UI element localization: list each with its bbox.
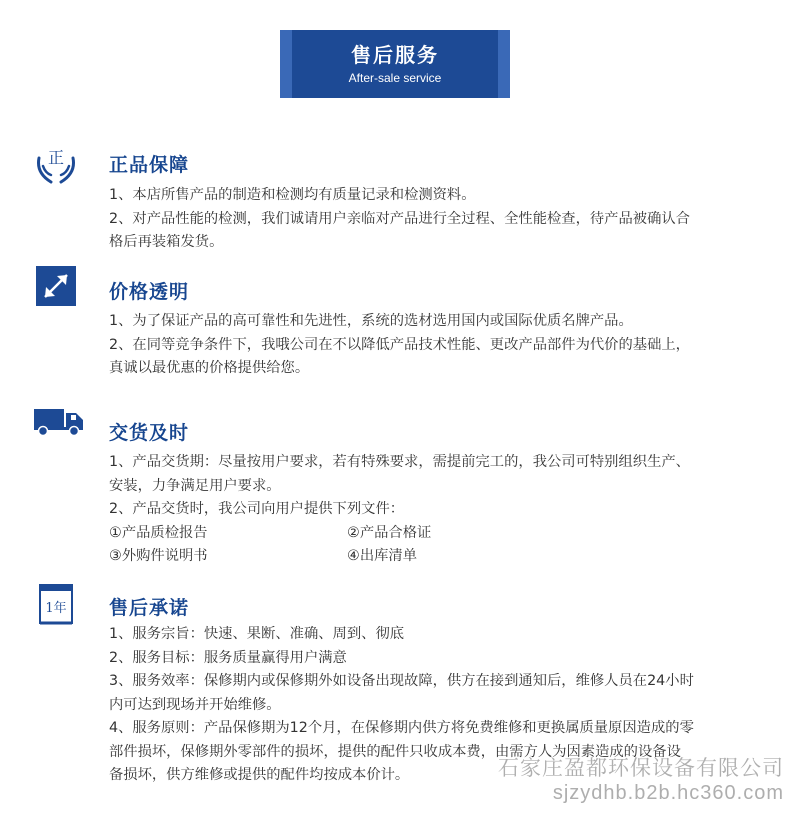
- document-list: [109, 522, 769, 569]
- watermark: [498, 755, 784, 805]
- document-item: ④出库清单: [347, 548, 418, 564]
- body-line: 1、服务宗旨：快速、果断、准确、周到、彻底: [109, 626, 405, 642]
- body-line: 1、产品交货期：尽量按用户要求，若有特殊要求，需提前完工的，我公司可特别组织生产、: [109, 454, 690, 470]
- body-line: 安装，力争满足用户要求。: [109, 477, 281, 494]
- svg-text:正: 正: [47, 148, 65, 167]
- after-sale-banner: [280, 30, 510, 98]
- section-body: [109, 451, 769, 569]
- banner-left-stripe: [280, 30, 292, 98]
- section-title: 价格透明: [109, 281, 190, 303]
- section-title: 正品保障: [109, 154, 190, 176]
- body-line: 1、为了保证产品的高可靠性和先进性，系统的选材选用国内或国际优质名牌产品。: [109, 313, 633, 329]
- body-line: 3、服务效率：保修期内或保修期外如设备出现故障，供方在接到通知后，维修人员在24小时: [109, 673, 694, 689]
- document-item: ③外购件说明书: [109, 548, 208, 564]
- banner-title: 售后服务: [351, 43, 439, 67]
- body-line: 2、产品交货时，我公司向用户提供下列文件：: [109, 501, 405, 517]
- banner-subtitle: After-sale service: [348, 71, 442, 85]
- document-item: ①产品质检报告: [109, 524, 208, 541]
- svg-text:1年: 1年: [45, 601, 67, 616]
- body-line: 2、服务目标：服务质量赢得用户满意: [109, 649, 347, 666]
- one-year-calendar-icon: [35, 582, 77, 624]
- price-arrow-icon: [35, 265, 77, 307]
- delivery-truck-icon: [33, 400, 85, 442]
- body-line: 1、本店所售产品的制造和检测均有质量记录和检测资料。: [109, 187, 476, 203]
- body-line: 格后再装箱发货。: [109, 234, 224, 250]
- document-item: ②产品合格证: [347, 524, 432, 541]
- body-line: 2、对产品性能的检测，我们诚请用户亲临对产品进行全过程、全性能检查，待产品被确认合: [109, 210, 690, 227]
- section-body: [109, 184, 769, 255]
- section-body: [109, 310, 769, 381]
- genuine-hands-icon: [35, 144, 77, 186]
- section-title: 交货及时: [109, 422, 190, 444]
- body-line: 内可达到现场并开始维修。: [109, 696, 281, 713]
- banner-right-stripe: [498, 30, 510, 98]
- banner-text-block: [292, 30, 498, 98]
- body-line: 部件损坏，保修期外零部件的损坏，提供的配件只收成本费，由需方人为因素造成的设备设: [109, 743, 681, 760]
- body-line: 4、服务原则：产品保修期为12个月，在保修期内供方将免费维修和更换属质量原因造成的零: [109, 720, 694, 736]
- section-title: 售后承诺: [109, 597, 190, 619]
- body-line: 真诚以最优惠的价格提供给您。: [109, 360, 310, 376]
- watermark-company: 石家庄盈都环保设备有限公司: [498, 756, 784, 780]
- body-line: 备损坏，供方维修或提供的配件均按成本价计。: [109, 767, 410, 783]
- body-line: 2、在同等竞争条件下，我哦公司在不以降低产品技术性能、更改产品部件为代价的基础上，: [109, 336, 690, 353]
- watermark-url: sjzydhb.b2b.hc360.com: [552, 782, 784, 804]
